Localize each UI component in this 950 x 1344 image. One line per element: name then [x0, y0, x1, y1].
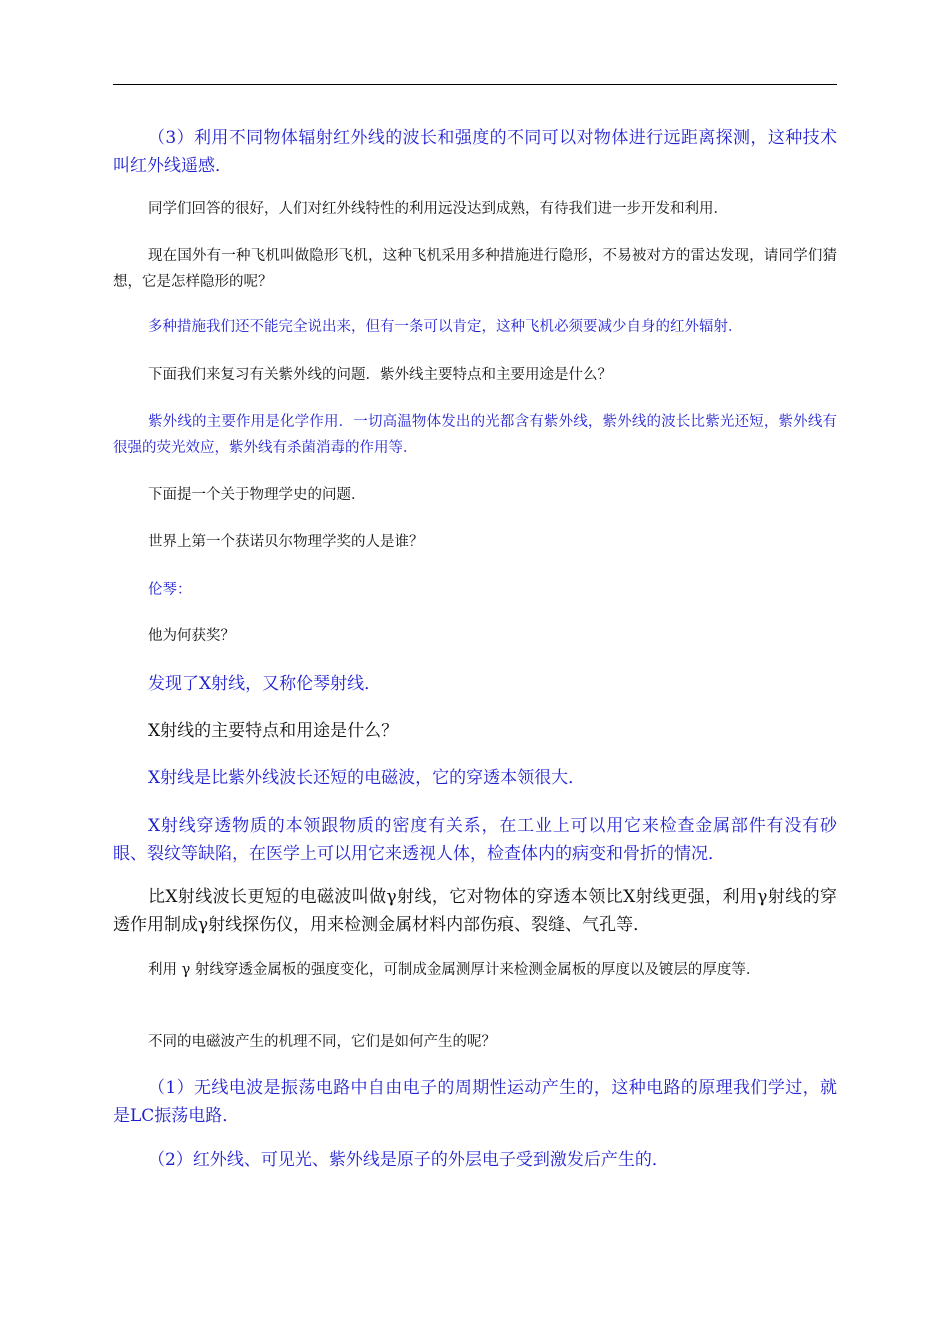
paragraph-gamma-thickness-gauge: 利用 γ 射线穿透金属板的强度变化，可制成金属测厚计来检测金属板的厚度以及镀层的厚度等． — [148, 962, 761, 978]
paragraph-infrared-visible-uv: （2）红外线、可见光、紫外线是原子的外层电子受到激发后产生的． — [148, 1150, 669, 1170]
paragraph-ultraviolet-answer: 紫外线的主要作用是化学作用．一切高温物体发出的光都含有紫外线，紫外线的波长比紫光还短，紫外线有很强的荧光效应，紫外线有杀菌消毒的作用等． — [113, 414, 837, 456]
paragraph-xray-question: X射线的主要特点和用途是什么？ — [148, 721, 399, 741]
paragraph-award-question: 他为何获奖？ — [148, 628, 235, 644]
paragraph-stealth-answer: 多种措施我们还不能完全说出来，但有一条可以肯定，这种飞机必须要减少自身的红外辐射． — [148, 319, 743, 335]
paragraph-xray-applications: X射线穿透物质的本领跟物质的密度有关系，在工业上可以用它来检查金属部件有没有砂眼、裂纹等缺陷，在医学上可以用它来透视人体，检查体内的病变和骨折的情况． — [113, 816, 837, 864]
paragraph-xray-discovery: 发现了X射线，又称伦琴射线． — [148, 674, 382, 694]
paragraph-history-intro: 下面提一个关于物理学史的问题． — [148, 487, 366, 503]
paragraph-nobel-question: 世界上第一个获诺贝尔物理学奖的人是谁？ — [148, 534, 424, 550]
paragraph-mechanism-question: 不同的电磁波产生的机理不同，它们是如何产生的呢？ — [148, 1034, 496, 1050]
header-rule — [113, 84, 837, 85]
paragraph-gamma-ray: 比X射线波长更短的电磁波叫做γ射线，它对物体的穿透本领比X射线更强，利用γ射线的穿透作用制成γ射线探伤仪，用来检测金属材料内部伤痕、裂缝、气孔等． — [113, 887, 837, 935]
paragraph-roentgen: 伦琴： — [148, 582, 192, 598]
paragraph-radio-waves: （1）无线电波是振荡电路中自由电子的周期性运动产生的，这种电路的原理我们学过，就是LC振荡电路． — [113, 1078, 837, 1126]
paragraph-infrared-remote-sensing: （3）利用不同物体辐射红外线的波长和强度的不同可以对物体进行远距离探测，这种技术叫红外线遥感． — [113, 128, 837, 176]
paragraph-xray-wavelength: X射线是比紫外线波长还短的电磁波，它的穿透本领很大． — [148, 768, 586, 788]
paragraph-infrared-development: 同学们回答的很好，人们对红外线特性的利用远没达到成熟，有待我们进一步开发和利用． — [148, 201, 728, 217]
paragraph-stealth-question: 现在国外有一种飞机叫做隐形飞机，这种飞机采用多种措施进行隐形，不易被对方的雷达发现，请同学们猜想，它是怎样隐形的呢？ — [113, 248, 837, 290]
paragraph-ultraviolet-question: 下面我们来复习有关紫外线的问题．紫外线主要特点和主要用途是什么？ — [148, 367, 612, 383]
